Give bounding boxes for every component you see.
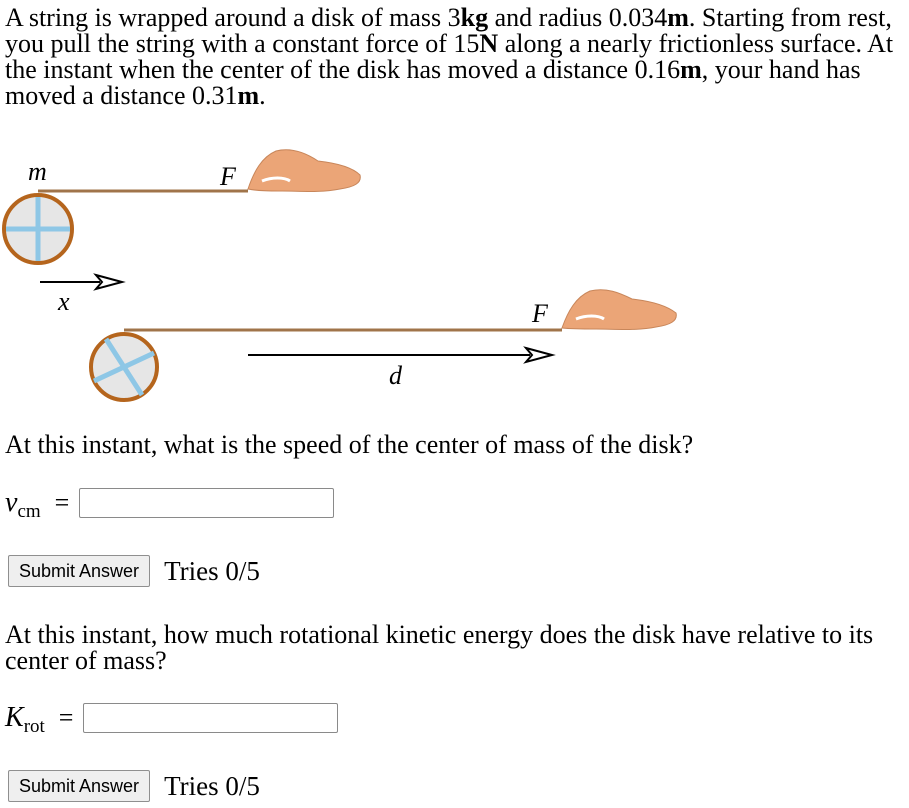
disk-string-diagram bbox=[0, 135, 909, 415]
mass-unit: kg bbox=[460, 3, 489, 32]
d-label: d bbox=[389, 361, 402, 390]
problem-text: . bbox=[259, 81, 266, 110]
variable-subscript: cm bbox=[17, 501, 41, 522]
hand-icon bbox=[562, 290, 676, 330]
submit-row-2 bbox=[8, 770, 260, 802]
force-unit: N bbox=[479, 29, 499, 58]
problem-text: and radius bbox=[488, 3, 609, 32]
disk-top bbox=[4, 195, 72, 263]
answer-row-krot bbox=[5, 701, 338, 735]
cm-distance-value: 0.16 bbox=[634, 55, 681, 84]
submit-answer-button-2[interactable]: Submit Answer bbox=[8, 770, 150, 802]
problem-text: along a nearly frictionless surface. At the instant when the center of the disk has moved a distance bbox=[5, 29, 894, 84]
mass-label: m bbox=[28, 157, 47, 186]
x-arrow bbox=[40, 275, 122, 289]
force-value: 15 bbox=[453, 29, 480, 58]
submit-row-1 bbox=[8, 555, 260, 587]
force-label-top: F bbox=[220, 162, 236, 191]
radius-value: 0.034 bbox=[608, 3, 668, 32]
variable-symbol: K bbox=[5, 702, 24, 733]
disk-bottom bbox=[91, 334, 157, 400]
force-label-bottom: F bbox=[532, 299, 548, 328]
variable-subscript: rot bbox=[23, 716, 45, 737]
question-1-text: At this instant, what is the speed of the center of mass of the disk? bbox=[5, 430, 694, 459]
krot-variable-label bbox=[5, 702, 45, 737]
tries-counter-2: Tries 0/5 bbox=[164, 770, 260, 801]
problem-text: A string is wrapped around a disk of mass bbox=[5, 3, 448, 32]
tries-counter-1: Tries 0/5 bbox=[164, 555, 260, 586]
problem-statement bbox=[5, 5, 905, 109]
krot-answer-input[interactable] bbox=[83, 703, 338, 733]
vcm-variable-label bbox=[5, 487, 41, 522]
equals-sign: = bbox=[54, 488, 70, 517]
radius-unit: m bbox=[667, 3, 689, 32]
vcm-answer-input[interactable] bbox=[79, 488, 334, 518]
question-2-text: At this instant, how much rotational kinetic energy does the disk have relative to its center of mass? bbox=[5, 620, 874, 675]
mass-value: 3 bbox=[447, 3, 461, 32]
problem-text: , your hand has moved a distance bbox=[5, 55, 861, 110]
d-arrow bbox=[248, 348, 552, 362]
x-label: x bbox=[58, 287, 70, 316]
submit-answer-button-1[interactable]: Submit Answer bbox=[8, 555, 150, 587]
cm-distance-unit: m bbox=[680, 55, 702, 84]
hand-icon bbox=[248, 150, 360, 192]
hand-distance-unit: m bbox=[237, 81, 260, 110]
variable-symbol: v bbox=[5, 487, 18, 518]
problem-text: . Starting from rest, you pull the string with a constant force of bbox=[5, 3, 892, 58]
equals-sign: = bbox=[58, 703, 74, 732]
answer-row-vcm bbox=[5, 486, 334, 520]
hand-distance-value: 0.31 bbox=[192, 81, 238, 110]
